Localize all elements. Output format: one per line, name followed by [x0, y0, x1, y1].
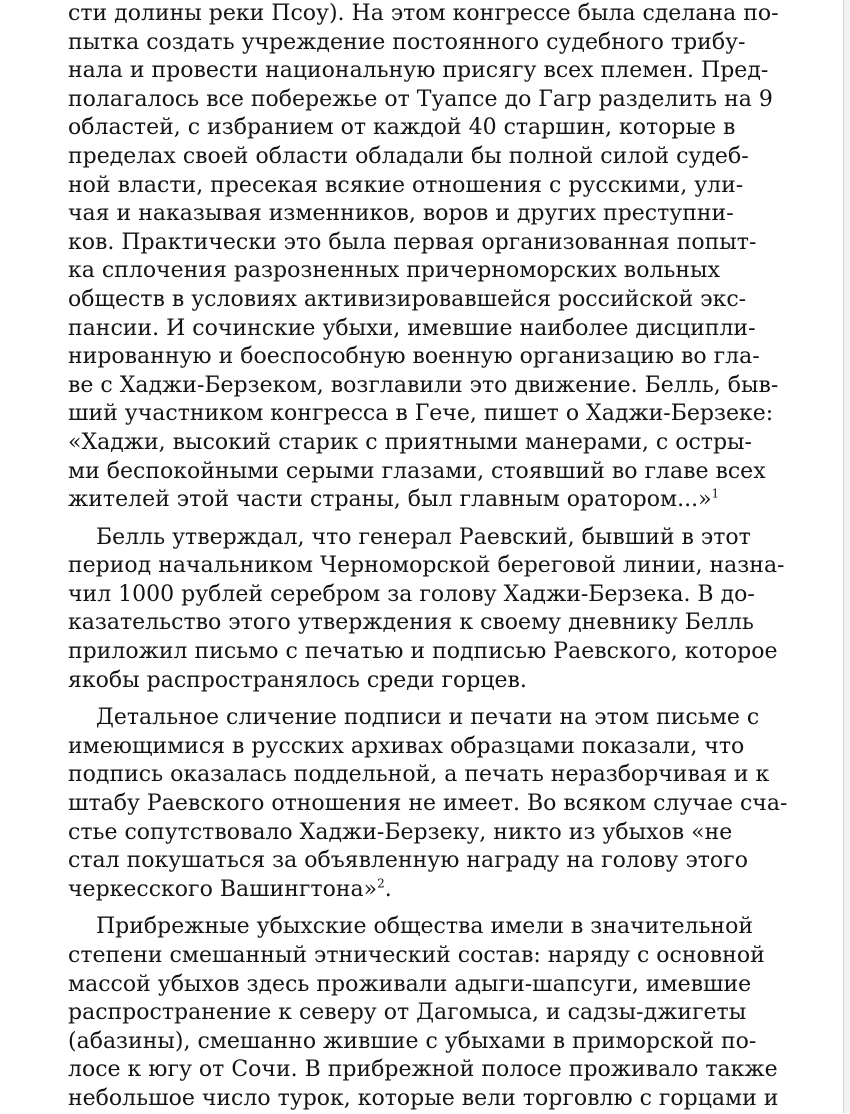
trailing-period: .: [384, 876, 392, 902]
text-line: полагалось все побережье от Туапсе до Гагр разделить на 9: [68, 86, 773, 112]
text-line: ной власти, пресекая всякие отношения с русскими, ули-: [68, 172, 744, 198]
text-line-content: жителей этой части страны, был главным оратором...»: [68, 487, 712, 513]
text-line: распространение к северу от Дагомыса, и садзы-джигеты: [68, 1000, 747, 1026]
text-line: период начальником Черноморской береговой линии, назна-: [68, 553, 785, 579]
text-line: областей, с избранием от каждой 40 старшин, которые в: [68, 115, 736, 141]
paragraph-spacer: [68, 904, 786, 913]
text-line: степени смешанный этнический состав: наряду с основной: [68, 943, 765, 968]
text-line: штабу Раевского отношения не имеет. Во всяком случае сча-: [68, 791, 788, 817]
text-line: чая и наказывая изменников, воров и других преступни-: [68, 201, 734, 227]
text-line: обществ в условиях активизировавшейся российской экс-: [68, 286, 747, 312]
text-line: казательство этого утверждения к своему дневнику Белль: [68, 610, 754, 636]
text-line: Прибрежные убыхские общества имели в значительной: [68, 914, 753, 940]
text-line-content: черкесского Вашингтона»: [68, 876, 378, 902]
text-line: ков. Практически это была первая организованная попыт-: [68, 229, 757, 255]
page-edge: [843, 0, 850, 1113]
text-line: нала и провести национальную присягу всех племен. Пред-: [68, 58, 769, 84]
text-line: пределах своей области обладали бы полной силой судеб-: [68, 143, 749, 169]
text-line: ве с Хаджи-Берзеком, возглавили это движение. Белль, быв-: [68, 372, 779, 398]
paragraph-2: [68, 524, 786, 696]
paragraph-4: [68, 913, 786, 1113]
text-line: подпись оказалась поддельной, а печать неразборчивая и к: [68, 762, 770, 788]
paragraph-3: [68, 704, 786, 904]
paragraph-spacer: [68, 695, 786, 704]
text-line: стал покушаться за объявленную награду на голову этого: [68, 848, 748, 874]
text-body: [68, 0, 786, 1114]
text-line: Белль утверждал, что генерал Раевский, бывший в этот: [68, 524, 751, 550]
text-line-with-footnote: [68, 876, 786, 905]
text-line-with-footnote: [68, 486, 786, 515]
text-line: пытка создать учреждение постоянного судебного трибу-: [68, 29, 746, 55]
text-line: ми беспокойными серыми глазами, стоявший во главе всех: [68, 458, 766, 484]
footnote-ref-1[interactable]: 1: [711, 486, 720, 501]
text-line: ка сплочения разрозненных причерноморских вольных: [68, 258, 720, 284]
text-line: пансии. И сочинские убыхи, имевшие наиболее дисципли-: [68, 315, 756, 341]
text-line: нированную и боеспособную военную организацию во гла-: [68, 344, 760, 370]
text-line: стье сопутствовало Хаджи-Берзеку, никто из убыхов «не: [68, 819, 733, 845]
text-line: сти долины реки Псоу). На этом конгрессе была сделана по-: [68, 1, 779, 26]
paragraph-spacer: [68, 515, 786, 524]
text-line: небольшое число турок, которые вели торговлю с горцами и: [68, 1085, 779, 1111]
text-line: «Хаджи, высокий старик с приятными манерами, с остры-: [68, 429, 752, 455]
text-line: ший участником конгресса в Гече, пишет о Хаджи-Берзеке:: [68, 401, 774, 427]
footnote-ref-2[interactable]: 2: [377, 876, 385, 891]
text-line: Детальное сличение подписи и печати на этом письме с: [68, 705, 760, 731]
text-line: (абазины), смешанно жившие с убыхами в приморской по-: [68, 1028, 757, 1054]
text-line: лосе к югу от Сочи. В прибрежной полосе проживало также: [68, 1057, 778, 1083]
paragraph-1: [68, 0, 786, 515]
text-line: чил 1000 рублей серебром за голову Хаджи-Берзека. В до-: [68, 581, 755, 607]
text-line: якобы распространялось среди горцев.: [68, 667, 527, 693]
text-line: приложил письмо с печатью и подписью Раевского, которое: [68, 639, 778, 665]
text-line: имеющимися в русских архивах образцами показали, что: [68, 733, 745, 759]
text-line: массой убыхов здесь проживали адыги-шапсуги, имевшие: [68, 971, 752, 997]
